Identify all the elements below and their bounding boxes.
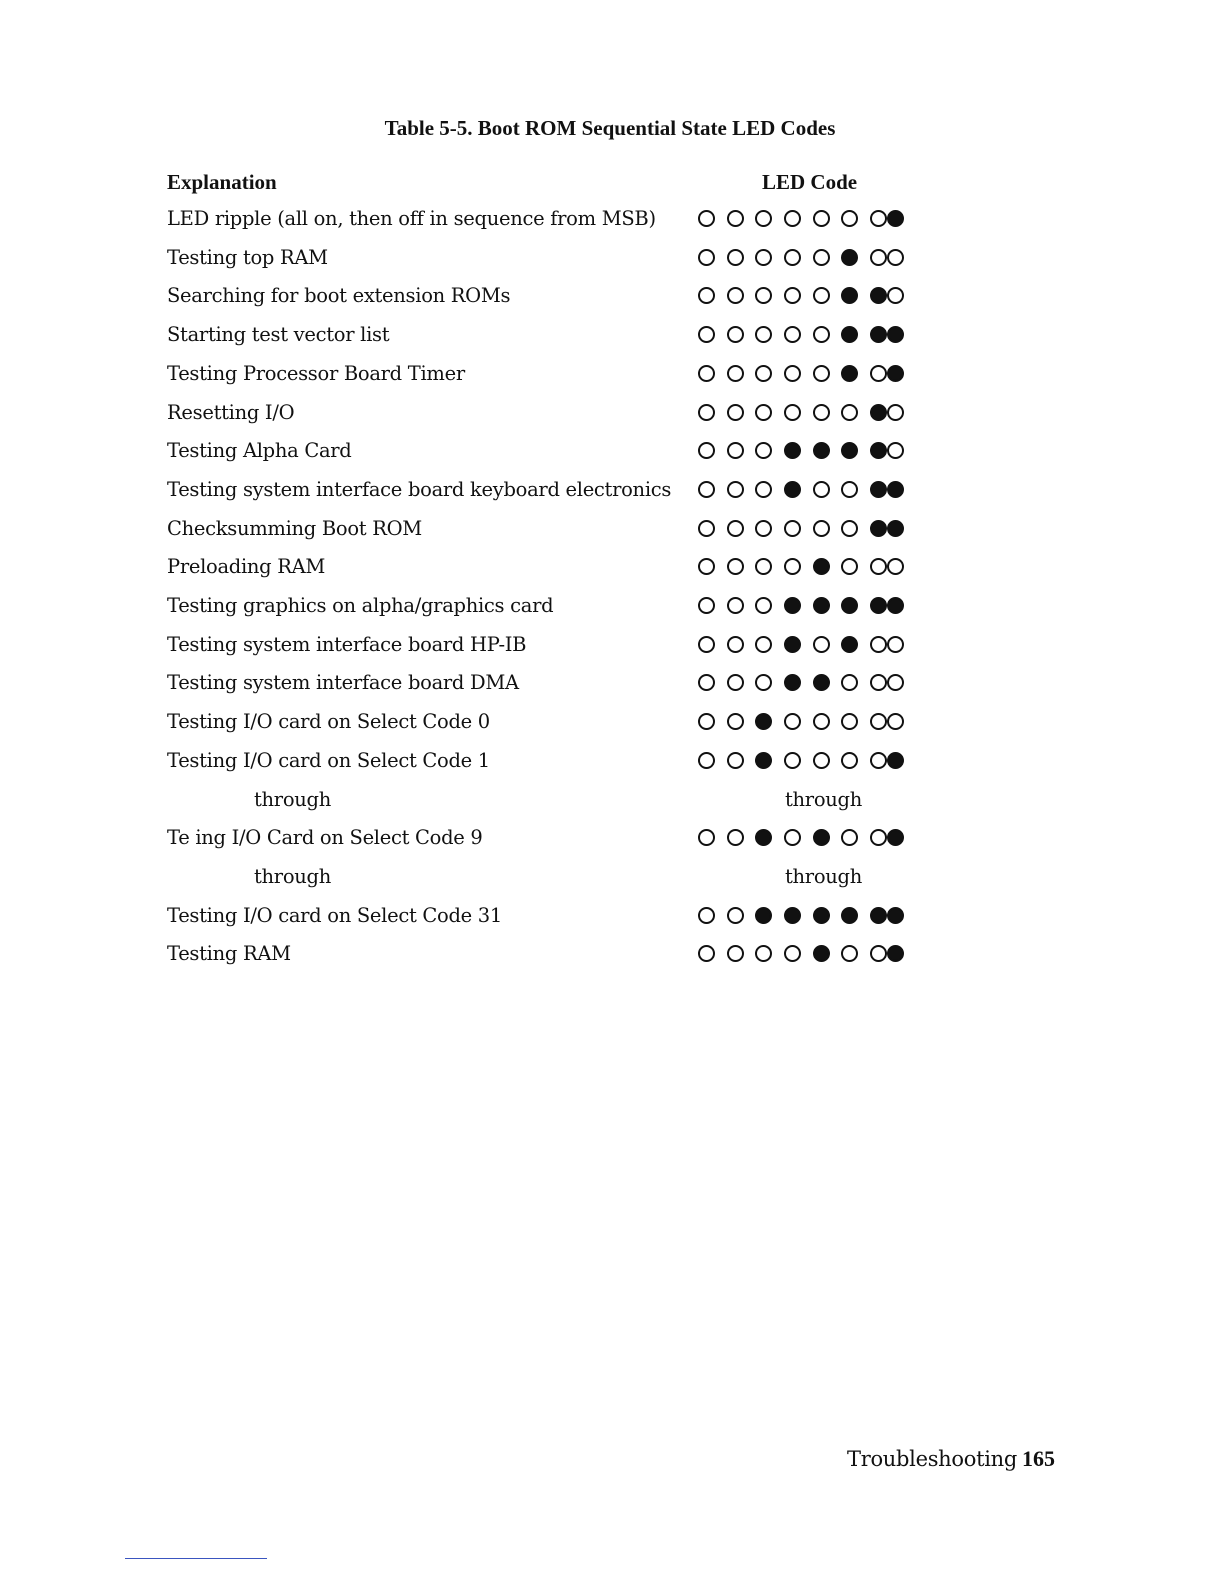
led-on-icon xyxy=(813,674,830,691)
led-code-cell xyxy=(698,944,910,966)
led-through-label: through xyxy=(785,787,862,811)
table-row xyxy=(0,594,1224,633)
led-off-icon xyxy=(784,249,801,266)
led-off-icon xyxy=(887,287,904,304)
led-off-icon xyxy=(841,520,858,537)
led-code-cell xyxy=(698,325,910,347)
led-on-icon xyxy=(841,326,858,343)
led-off-icon xyxy=(887,636,904,653)
led-on-icon xyxy=(841,287,858,304)
led-off-icon xyxy=(813,326,830,343)
explanation-cell: Testing RAM xyxy=(167,942,291,966)
table-row xyxy=(0,401,1224,440)
led-off-icon xyxy=(813,713,830,730)
led-off-icon xyxy=(698,597,715,614)
led-off-icon xyxy=(813,249,830,266)
led-off-icon xyxy=(887,674,904,691)
explanation-cell: Testing system interface board DMA xyxy=(167,671,519,695)
led-on-icon xyxy=(870,287,887,304)
column-header-explanation: Explanation xyxy=(167,170,277,194)
led-off-icon xyxy=(755,558,772,575)
explanation-cell: Testing system interface board keyboard electronics xyxy=(167,477,672,501)
explanation-cell: Testing system interface board HP-IB xyxy=(167,632,527,656)
explanation-cell: Testing top RAM xyxy=(167,245,328,269)
through-label: through xyxy=(254,787,331,811)
footer-section-label: Troubleshooting xyxy=(847,1447,1018,1471)
explanation-cell: Preloading RAM xyxy=(167,555,326,579)
led-off-icon xyxy=(784,365,801,382)
led-off-icon xyxy=(784,558,801,575)
led-on-icon xyxy=(784,636,801,653)
led-off-icon xyxy=(841,829,858,846)
led-off-icon xyxy=(841,210,858,227)
led-off-icon xyxy=(813,210,830,227)
led-off-icon xyxy=(727,713,744,730)
led-off-icon xyxy=(755,945,772,962)
led-off-icon xyxy=(727,365,744,382)
led-off-icon xyxy=(813,752,830,769)
led-code-cell xyxy=(698,828,910,850)
led-on-icon xyxy=(887,907,904,924)
led-on-icon xyxy=(813,907,830,924)
led-on-icon xyxy=(870,520,887,537)
led-off-icon xyxy=(887,713,904,730)
explanation-cell: Testing Alpha Card xyxy=(167,439,352,463)
table-row xyxy=(0,439,1224,478)
led-off-icon xyxy=(727,442,744,459)
led-code-cell xyxy=(698,480,910,502)
led-off-icon xyxy=(784,404,801,421)
led-off-icon xyxy=(784,520,801,537)
led-off-icon xyxy=(698,481,715,498)
led-code-cell xyxy=(698,403,910,425)
led-code-cell xyxy=(698,364,910,386)
led-off-icon xyxy=(841,945,858,962)
led-off-icon xyxy=(755,404,772,421)
led-off-icon xyxy=(784,326,801,343)
led-on-icon xyxy=(887,945,904,962)
led-on-icon xyxy=(870,404,887,421)
led-off-icon xyxy=(698,249,715,266)
explanation-cell: Testing graphics on alpha/graphics card xyxy=(167,594,554,617)
led-on-icon xyxy=(841,907,858,924)
led-off-icon xyxy=(727,752,744,769)
led-on-icon xyxy=(784,907,801,924)
led-on-icon xyxy=(755,752,772,769)
led-on-icon xyxy=(813,597,830,614)
table-title: Table 5-5. Boot ROM Sequential State LED Codes xyxy=(384,116,836,140)
led-on-icon xyxy=(813,945,830,962)
led-off-icon xyxy=(755,326,772,343)
led-off-icon xyxy=(698,210,715,227)
led-off-icon xyxy=(727,907,744,924)
led-code-cell xyxy=(698,209,910,231)
led-off-icon xyxy=(755,674,772,691)
led-off-icon xyxy=(887,442,904,459)
led-off-icon xyxy=(698,752,715,769)
led-off-icon xyxy=(813,365,830,382)
table-row xyxy=(0,284,1224,323)
column-header-led-code: LED Code xyxy=(762,170,858,194)
led-on-icon xyxy=(870,907,887,924)
led-off-icon xyxy=(841,481,858,498)
led-off-icon xyxy=(870,945,887,962)
led-on-icon xyxy=(755,713,772,730)
led-on-icon xyxy=(784,674,801,691)
led-off-icon xyxy=(813,636,830,653)
led-off-icon xyxy=(727,829,744,846)
table-row xyxy=(0,942,1224,981)
led-off-icon xyxy=(870,210,887,227)
led-on-icon xyxy=(887,597,904,614)
led-off-icon xyxy=(698,326,715,343)
table-row xyxy=(0,826,1224,865)
led-off-icon xyxy=(698,636,715,653)
led-on-icon xyxy=(813,558,830,575)
led-off-icon xyxy=(870,752,887,769)
table-row xyxy=(0,207,1224,246)
explanation-cell: LED ripple (all on, then off in sequence from MSB) xyxy=(167,207,656,230)
led-off-icon xyxy=(784,287,801,304)
led-code-cell xyxy=(698,248,910,270)
led-on-icon xyxy=(841,442,858,459)
explanation-cell: Searching for boot extension ROMs xyxy=(167,284,511,308)
led-on-icon xyxy=(841,597,858,614)
led-off-icon xyxy=(727,326,744,343)
table-row xyxy=(0,555,1224,594)
led-off-icon xyxy=(784,829,801,846)
led-off-icon xyxy=(698,713,715,730)
explanation-cell: Testing I/O card on Select Code 0 xyxy=(167,710,490,734)
led-off-icon xyxy=(870,713,887,730)
led-off-icon xyxy=(727,674,744,691)
footnote-rule xyxy=(125,1558,267,1559)
led-off-icon xyxy=(813,481,830,498)
led-off-icon xyxy=(887,249,904,266)
led-off-icon xyxy=(870,636,887,653)
led-on-icon xyxy=(784,442,801,459)
led-off-icon xyxy=(727,597,744,614)
led-off-icon xyxy=(813,404,830,421)
explanation-cell: Testing Processor Board Timer xyxy=(167,361,465,385)
led-on-icon xyxy=(887,326,904,343)
led-off-icon xyxy=(698,945,715,962)
led-off-icon xyxy=(698,520,715,537)
led-off-icon xyxy=(784,713,801,730)
led-off-icon xyxy=(870,558,887,575)
led-on-icon xyxy=(887,210,904,227)
led-off-icon xyxy=(698,365,715,382)
led-off-icon xyxy=(727,287,744,304)
led-off-icon xyxy=(727,404,744,421)
led-on-icon xyxy=(870,597,887,614)
led-off-icon xyxy=(813,287,830,304)
table-row xyxy=(0,633,1224,672)
led-on-icon xyxy=(841,636,858,653)
led-code-cell xyxy=(698,673,910,695)
led-on-icon xyxy=(784,481,801,498)
led-on-icon xyxy=(870,442,887,459)
led-off-icon xyxy=(698,558,715,575)
led-on-icon xyxy=(887,520,904,537)
led-off-icon xyxy=(841,674,858,691)
table-row xyxy=(0,517,1224,556)
led-off-icon xyxy=(784,752,801,769)
led-off-icon xyxy=(887,558,904,575)
led-on-icon xyxy=(870,326,887,343)
led-on-icon xyxy=(887,481,904,498)
explanation-cell: Starting test vector list xyxy=(167,323,390,347)
led-off-icon xyxy=(755,287,772,304)
explanation-cell: Testing I/O card on Select Code 31 xyxy=(167,903,502,927)
led-off-icon xyxy=(698,829,715,846)
led-off-icon xyxy=(755,210,772,227)
led-code-cell xyxy=(698,596,910,618)
led-off-icon xyxy=(870,249,887,266)
table-row xyxy=(0,478,1224,517)
led-code-cell xyxy=(698,441,910,463)
led-on-icon xyxy=(887,752,904,769)
led-off-icon xyxy=(727,558,744,575)
led-off-icon xyxy=(755,520,772,537)
table-row xyxy=(0,710,1224,749)
led-off-icon xyxy=(727,636,744,653)
explanation-cell: Resetting I/O xyxy=(167,400,295,424)
explanation-cell: Testing I/O card on Select Code 1 xyxy=(167,748,490,772)
led-off-icon xyxy=(755,365,772,382)
table-row xyxy=(0,671,1224,710)
led-off-icon xyxy=(784,945,801,962)
led-off-icon xyxy=(698,674,715,691)
led-off-icon xyxy=(870,365,887,382)
led-on-icon xyxy=(784,597,801,614)
led-off-icon xyxy=(727,945,744,962)
page-number: 165 xyxy=(1022,1446,1055,1471)
led-code-cell xyxy=(698,906,910,928)
led-on-icon xyxy=(841,249,858,266)
led-off-icon xyxy=(887,404,904,421)
explanation-cell: Checksumming Boot ROM xyxy=(167,516,422,540)
led-code-cell xyxy=(698,519,910,541)
table-row xyxy=(0,246,1224,285)
table-row xyxy=(0,323,1224,362)
table-row-through xyxy=(0,865,1224,904)
led-on-icon xyxy=(813,829,830,846)
through-label: through xyxy=(254,864,331,888)
led-off-icon xyxy=(755,249,772,266)
led-on-icon xyxy=(755,907,772,924)
led-off-icon xyxy=(870,829,887,846)
led-off-icon xyxy=(784,210,801,227)
led-code-cell xyxy=(698,712,910,734)
explanation-cell: Te ing I/O Card on Select Code 9 xyxy=(167,826,483,850)
table-row-through xyxy=(0,788,1224,827)
led-off-icon xyxy=(755,481,772,498)
led-code-cell xyxy=(698,751,910,773)
led-on-icon xyxy=(813,442,830,459)
led-off-icon xyxy=(755,442,772,459)
led-off-icon xyxy=(698,442,715,459)
led-off-icon xyxy=(841,558,858,575)
led-off-icon xyxy=(813,520,830,537)
led-on-icon xyxy=(870,481,887,498)
led-code-cell xyxy=(698,557,910,579)
led-off-icon xyxy=(841,713,858,730)
led-off-icon xyxy=(698,907,715,924)
led-off-icon xyxy=(755,636,772,653)
led-off-icon xyxy=(727,210,744,227)
led-off-icon xyxy=(727,520,744,537)
led-off-icon xyxy=(755,597,772,614)
led-off-icon xyxy=(727,481,744,498)
led-off-icon xyxy=(841,752,858,769)
table-row xyxy=(0,362,1224,401)
led-code-cell xyxy=(698,635,910,657)
table-row xyxy=(0,749,1224,788)
table-row xyxy=(0,904,1224,943)
led-off-icon xyxy=(727,249,744,266)
led-off-icon xyxy=(870,674,887,691)
led-off-icon xyxy=(698,287,715,304)
led-code-cell xyxy=(698,286,910,308)
led-on-icon xyxy=(755,829,772,846)
led-on-icon xyxy=(887,365,904,382)
led-off-icon xyxy=(841,404,858,421)
led-on-icon xyxy=(887,829,904,846)
led-off-icon xyxy=(698,404,715,421)
led-through-label: through xyxy=(785,864,862,888)
led-on-icon xyxy=(841,365,858,382)
